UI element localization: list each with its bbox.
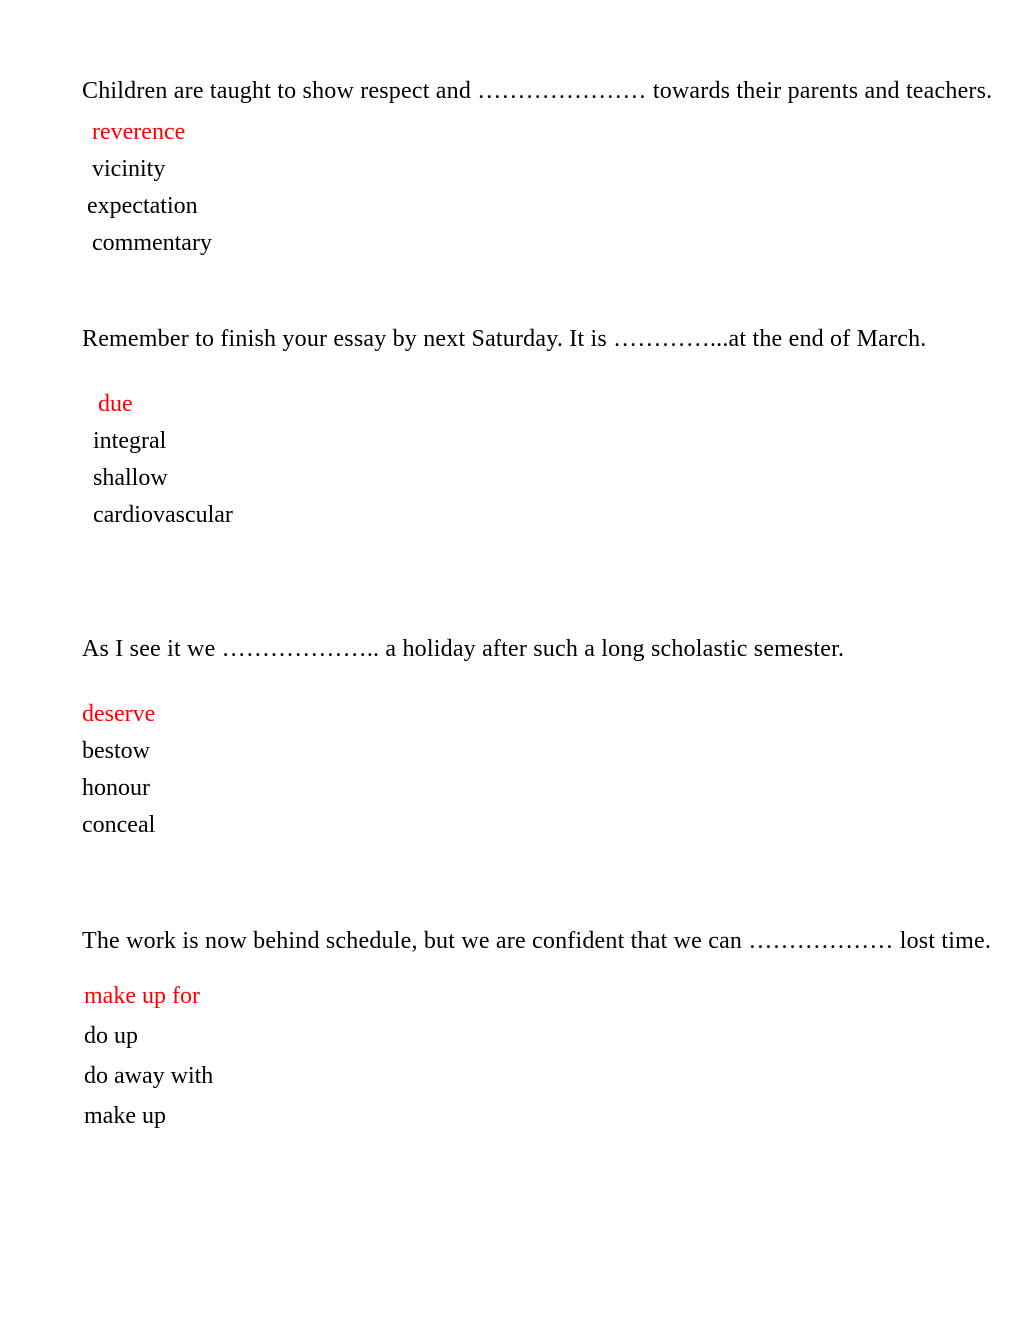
question-3-options xyxy=(82,696,980,844)
question-1 xyxy=(82,76,993,262)
question-4 xyxy=(82,926,992,1136)
answer-option: expectation xyxy=(87,193,198,219)
question-1-options xyxy=(82,114,980,262)
question-3 xyxy=(82,634,980,844)
question-1-stem: Children are taught to show respect and ………………… towards their parents and teachers. xyxy=(82,78,993,104)
answer-option: do up xyxy=(84,1023,138,1049)
question-3-stem: As I see it we ……………….. a holiday after such a long scholastic semester. xyxy=(82,636,845,662)
answer-option: shallow xyxy=(93,465,168,491)
question-4-options xyxy=(82,976,980,1136)
answer-option: do away with xyxy=(84,1063,214,1089)
correct-answer-option: reverence xyxy=(92,119,186,145)
question-2-options xyxy=(82,386,980,534)
correct-answer-option: due xyxy=(98,391,133,417)
answer-option: commentary xyxy=(92,230,212,256)
answer-option: cardiovascular xyxy=(93,502,233,528)
answer-option: conceal xyxy=(82,812,156,838)
correct-answer-option: make up for xyxy=(84,983,200,1009)
answer-option: integral xyxy=(93,428,167,454)
question-2 xyxy=(82,324,980,534)
answer-option: bestow xyxy=(82,738,150,764)
correct-answer-option: deserve xyxy=(82,701,156,727)
answer-option: vicinity xyxy=(92,156,166,182)
question-2-stem: Remember to finish your essay by next Saturday. It is …………...at the end of March. xyxy=(82,326,927,352)
answer-option: honour xyxy=(82,775,150,801)
question-4-stem: The work is now behind schedule, but we are confident that we can ……………… lost time. xyxy=(82,928,992,954)
answer-option: make up xyxy=(84,1103,166,1129)
